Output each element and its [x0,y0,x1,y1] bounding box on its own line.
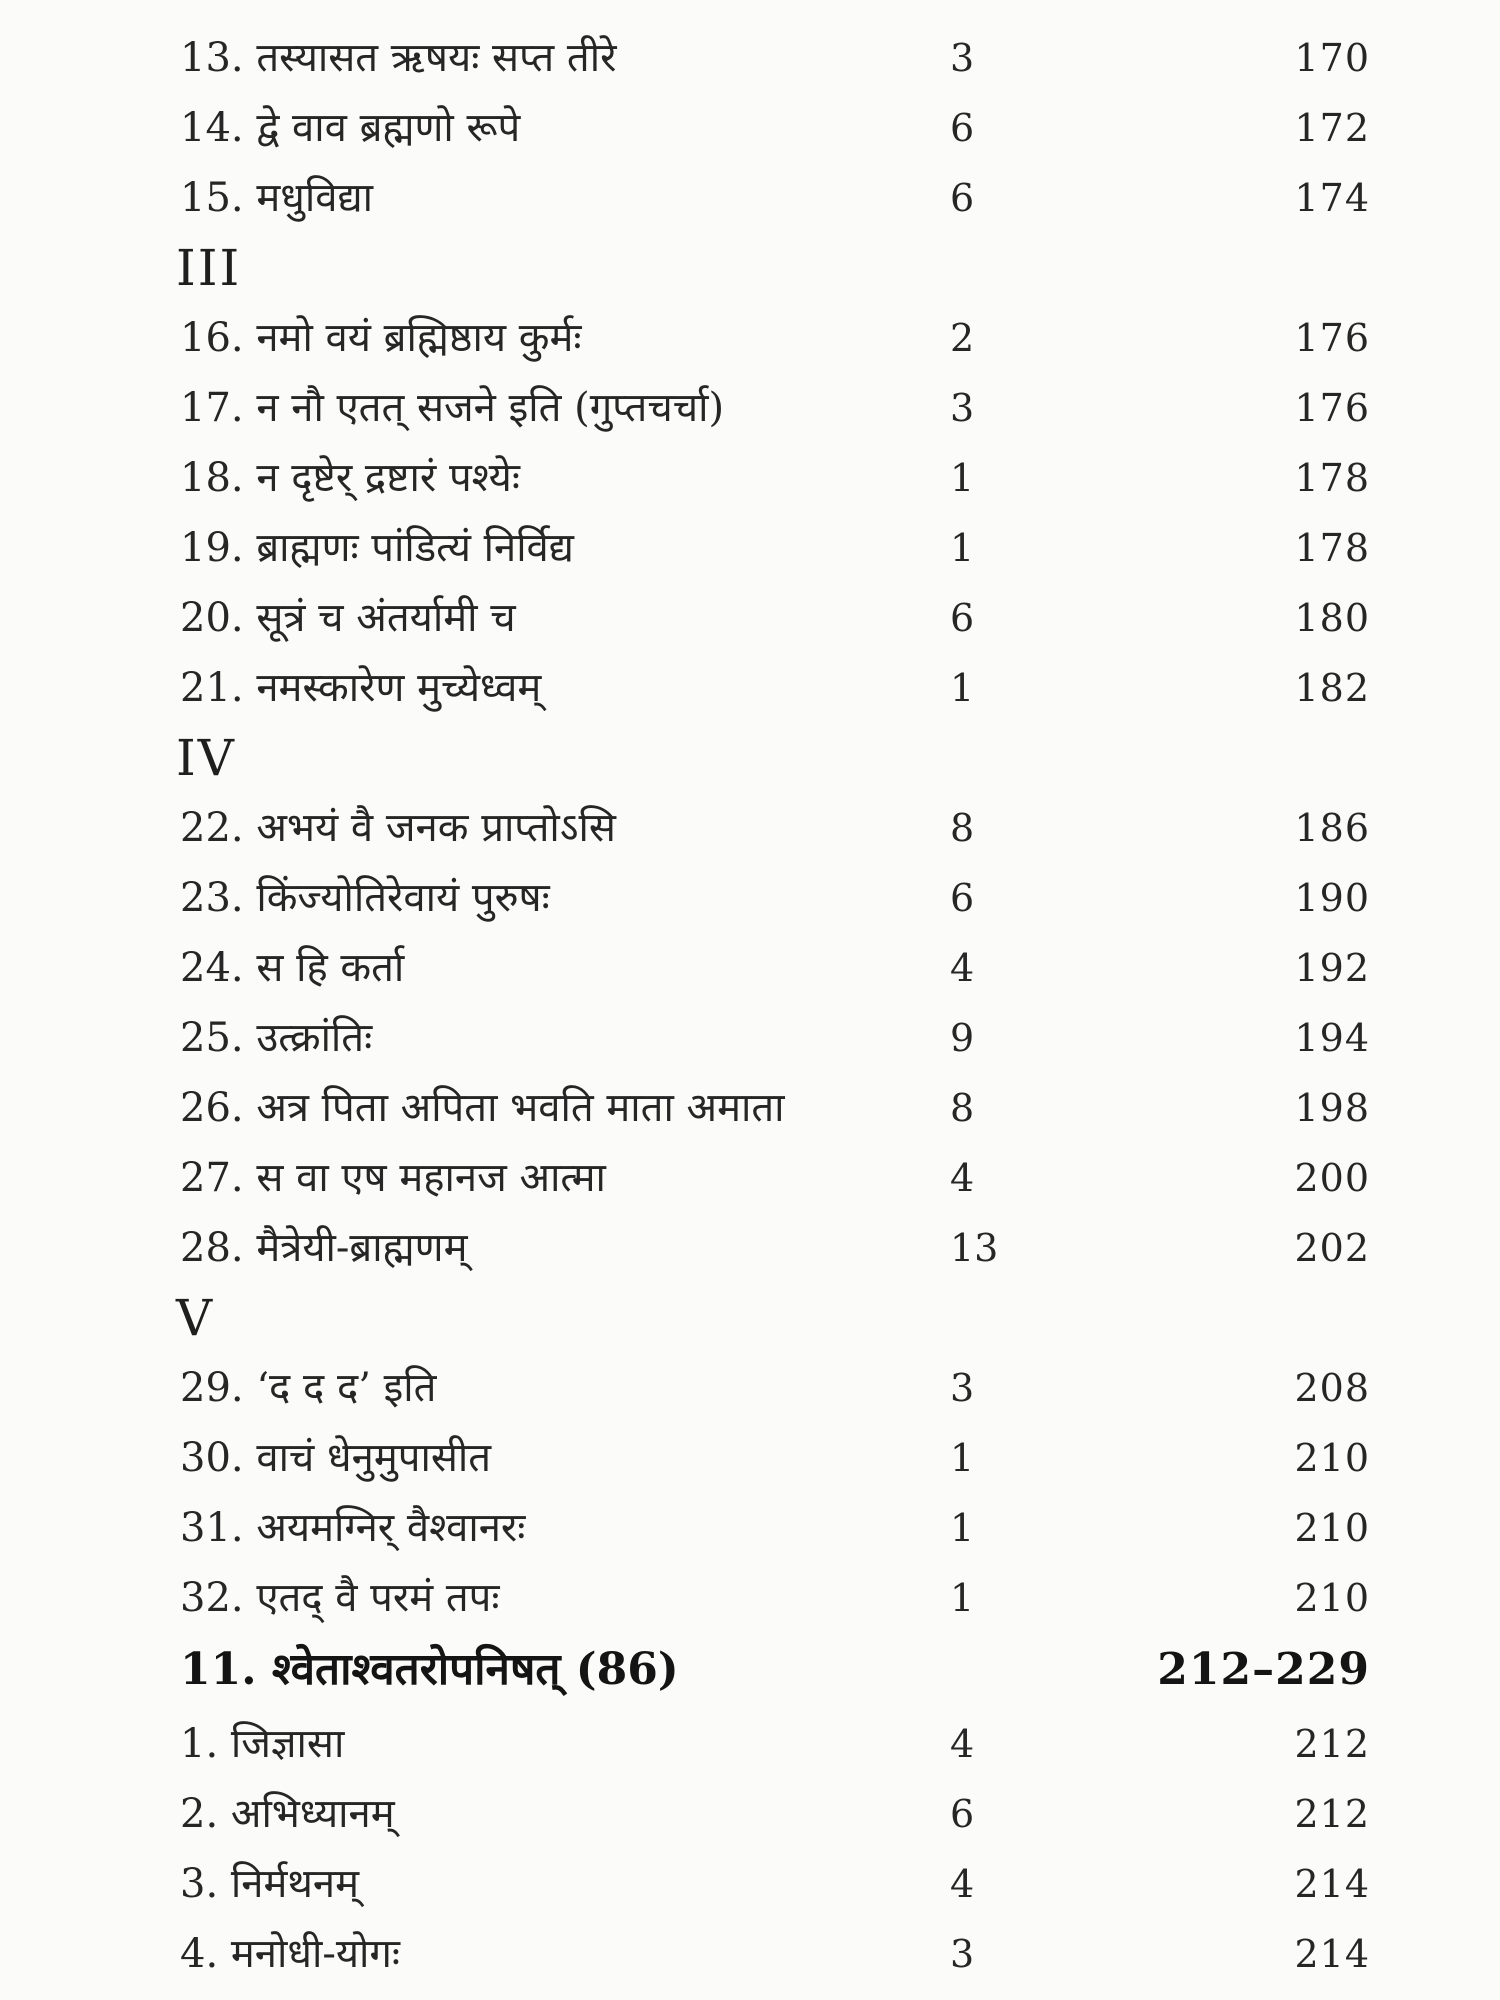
entry-title: 13. तस्यासत ऋषयः सप्त तीरे [180,35,617,81]
toc-entry [0,376,1500,440]
entry-page-number: 210 [1294,1506,1370,1550]
toc-entry [0,866,1500,930]
toc-entry [0,1566,1500,1630]
entry-verse-count: 4 [950,946,975,990]
entry-verse-count: 6 [950,1792,975,1836]
chapter-heading [0,1638,1500,1702]
entry-title: 28. मैत्रेयी-ब्राह्मणम् [180,1225,468,1271]
entry-verse-count: 3 [950,1366,975,1410]
chapter-title: 11. श्वेताश्वतरोपनिषत् (86) [180,1644,679,1695]
section-heading-iii: III [176,239,242,297]
entry-verse-count: 1 [950,526,975,570]
toc-entry [0,1216,1500,1280]
entry-title: 1. जिज्ञासा [180,1721,345,1767]
entry-title: 31. अयमग्निर् वैश्वानरः [180,1505,526,1551]
entry-verse-count: 8 [950,1086,975,1130]
entry-page-number: 198 [1294,1086,1370,1130]
entry-verse-count: 4 [950,1862,975,1906]
entry-title: 22. अभयं वै जनक प्राप्तोऽसि [180,805,616,851]
entry-verse-count: 6 [950,876,975,920]
toc-entry [0,656,1500,720]
toc-entry [0,1426,1500,1490]
toc-entry [0,96,1500,160]
entry-title: 17. न नौ एतत् सजने इति (गुप्तचर्चा) [180,385,725,431]
toc-entry [0,1076,1500,1140]
entry-page-number: 214 [1294,1862,1370,1906]
entry-title: 24. स हि कर्ता [180,945,405,991]
entry-title: 19. ब्राह्मणः पांडित्यं निर्विद्य [180,525,574,571]
entry-page-number: 170 [1294,36,1370,80]
entry-title: 15. मधुविद्या [180,175,374,221]
entry-page-number: 212 [1294,1722,1370,1766]
toc-entry [0,796,1500,860]
toc-entry [0,1006,1500,1070]
entry-page-number: 172 [1294,106,1370,150]
entry-verse-count: 13 [950,1226,999,1270]
entry-verse-count: 3 [950,386,975,430]
entry-verse-count: 1 [950,456,975,500]
entry-page-number: 178 [1294,526,1370,570]
entry-verse-count: 8 [950,806,975,850]
entry-verse-count: 1 [950,1506,975,1550]
toc-entry [0,26,1500,90]
entry-page-number: 182 [1294,666,1370,710]
toc-entry [0,1356,1500,1420]
toc-entry [0,516,1500,580]
entry-title: 16. नमो वयं ब्रह्मिष्ठाय कुर्मः [180,315,582,361]
entry-page-number: 212 [1294,1792,1370,1836]
entry-page-number: 200 [1294,1156,1370,1200]
entry-title: 23. किंज्योतिरेवायं पुरुषः [180,875,550,921]
toc-entry [0,1146,1500,1210]
toc-entry [0,1782,1500,1846]
entry-title: 27. स वा एष महानज आत्मा [180,1155,606,1201]
toc-entry [0,1496,1500,1560]
toc-entry [0,936,1500,1000]
entry-page-number: 190 [1294,876,1370,920]
entry-title: 21. नमस्कारेण मुच्येध्वम् [180,665,542,711]
toc-entry [0,1712,1500,1776]
entry-verse-count: 1 [950,1436,975,1480]
entry-verse-count: 6 [950,106,975,150]
entry-verse-count: 1 [950,666,975,710]
entry-page-number: 186 [1294,806,1370,850]
entry-title: 26. अत्र पिता अपिता भवति माता अमाता [180,1085,785,1131]
entry-verse-count: 6 [950,596,975,640]
entry-title: 20. सूत्रं च अंतर्यामी च [180,595,516,641]
entry-page-number: 194 [1294,1016,1370,1060]
toc-entry [0,1852,1500,1916]
section-heading-iv: IV [176,729,236,787]
entry-title: 30. वाचं धेनुमुपासीत [180,1435,492,1481]
toc-entry [0,166,1500,230]
chapter-page-range: 212–229 [1157,1644,1370,1695]
entry-verse-count: 4 [950,1722,975,1766]
entry-verse-count: 4 [950,1156,975,1200]
toc-entry [0,586,1500,650]
entry-page-number: 180 [1294,596,1370,640]
entry-page-number: 192 [1294,946,1370,990]
entry-verse-count: 3 [950,1932,975,1976]
entry-page-number: 176 [1294,316,1370,360]
entry-page-number: 202 [1294,1226,1370,1270]
entry-title: 29. ‘द द द’ इति [180,1365,437,1411]
entry-page-number: 214 [1294,1932,1370,1976]
entry-verse-count: 6 [950,176,975,220]
entry-title: 3. निर्मथनम् [180,1861,360,1907]
toc-entry [0,306,1500,370]
entry-page-number: 210 [1294,1436,1370,1480]
entry-title: 25. उत्क्रांतिः [180,1015,373,1061]
entry-verse-count: 2 [950,316,975,360]
entry-page-number: 210 [1294,1576,1370,1620]
section-heading-v: V [176,1289,215,1347]
entry-page-number: 208 [1294,1366,1370,1410]
entry-page-number: 176 [1294,386,1370,430]
entry-title: 14. द्वे वाव ब्रह्मणो रूपे [180,105,521,151]
entry-verse-count: 1 [950,1576,975,1620]
toc-entry [0,1922,1500,1986]
entry-verse-count: 9 [950,1016,975,1060]
entry-page-number: 178 [1294,456,1370,500]
entry-verse-count: 3 [950,36,975,80]
entry-title: 4. मनोधी-योगः [180,1931,400,1977]
entry-title: 32. एतद् वै परमं तपः [180,1575,500,1621]
toc-entry [0,446,1500,510]
entry-title: 2. अभिध्यानम् [180,1791,395,1837]
entry-title: 18. न दृष्टेर् द्रष्टारं पश्येः [180,455,520,501]
entry-page-number: 174 [1294,176,1370,220]
